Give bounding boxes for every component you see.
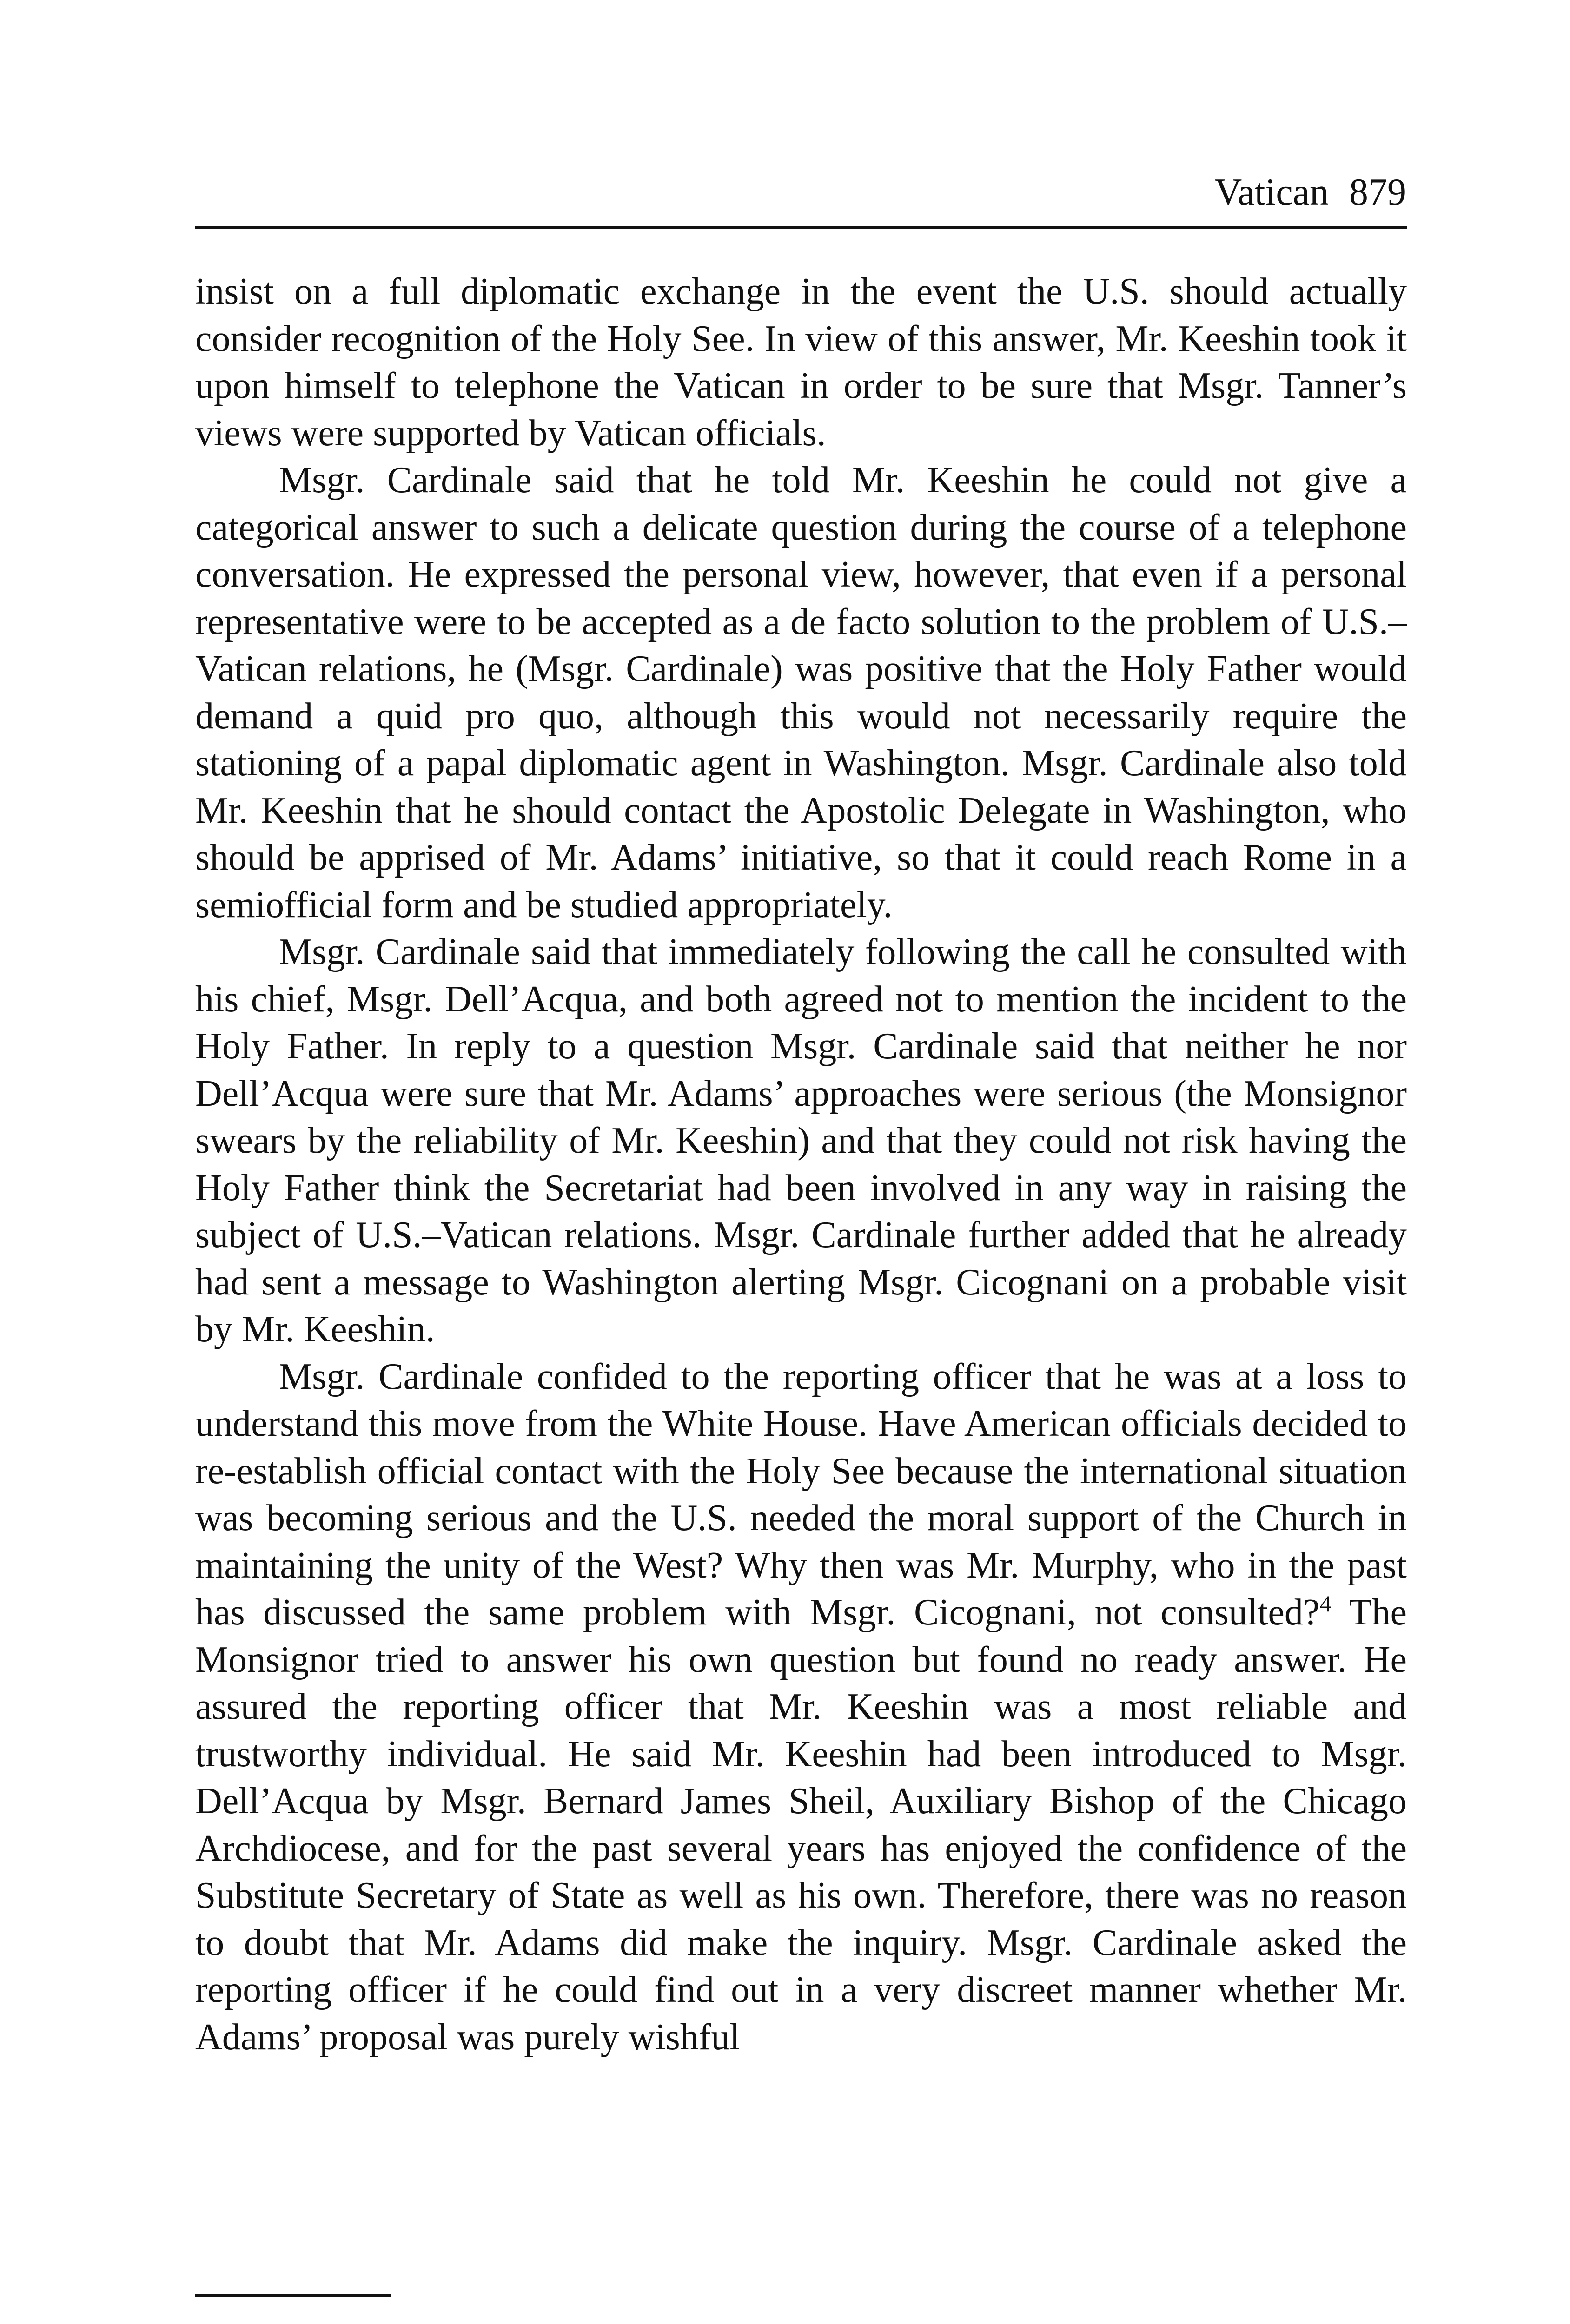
running-head-title: Vatican xyxy=(1214,171,1329,213)
page-number: 879 xyxy=(1349,171,1406,213)
paragraph-1: insist on a full diplomatic exchange in the event the U.S. should actually consider recognition of the Holy See. In view of this answer, Mr. Keeshin took it upon himself to telephone the Vatican in order to be sure that Msgr. Tanner’s views were supported by Vatican officials. xyxy=(195,271,1407,454)
paragraph-3: Msgr. Cardinale said that immediately following the call he consulted with his chief, Msgr. Dell’Acqua, and both agreed not to mention the incident to the Holy Father. In reply to a question Msgr. Cardinale said that neither he nor Dell’Acqua were sure that Mr. Adams’ approaches were serious (the Monsignor swears by the reliability of Mr. Keeshin) and that they could not risk having the Holy Father think the Secretariat had been involved in any way in raising the subject of U.S.–Vatican relations. Msgr. Cardinale further added that he already had sent a message to Washington alerting Msgr. Cicognani on a probable visit by Mr. Keeshin. xyxy=(195,931,1407,1350)
body-text xyxy=(195,268,1407,2061)
paragraph-2: Msgr. Cardinale said that he told Mr. Keeshin he could not give a categorical answer to such a delicate question during the course of a telephone conversation. He expressed the personal view, however, that even if a personal representative were to be accepted as a de facto solution to the problem of U.S.–Vatican relations, he (Msgr. Cardinale) was positive that the Holy Father would demand a quid pro quo, although this would not necessarily require the stationing of a papal diplomatic agent in Washington. Msgr. Cardinale also told Mr. Keeshin that he should contact the Apostolic Delegate in Washington, who should be apprised of Mr. Adams’ initiative, so that it could reach Rome in a semiofficial form and be studied appropriately. xyxy=(195,460,1407,925)
header-rule xyxy=(195,226,1407,229)
paragraph-4 xyxy=(195,1353,1407,2061)
paragraph-4-text-before-ref: Msgr. Cardinale confided to the reporting officer that he was at a loss to understand this move from the White House. Have American officials decided to re-establish official contact with the Holy See because the international situation was becoming serious and the U.S. needed the moral support of the Church in maintaining the unity of the West? Why then was Mr. Murphy, who in the past has discussed the same problem with Msgr. Cicognani, not consulted? xyxy=(195,1356,1407,1633)
footnote-rule xyxy=(195,2294,391,2297)
running-head xyxy=(1214,173,1406,211)
paragraph-4-text-after-ref: The Monsignor tried to answer his own question but found no ready answer. He assured the reporting officer that Mr. Keeshin was a most reliable and trustworthy individual. He said Mr. Keeshin had been introduced to Msgr. Dell’Acqua by Msgr. Bernard James Sheil, Auxiliary Bishop of the Chicago Archdiocese, and for the past several years has enjoyed the confidence of the Substitute Secretary of State as well as his own. Therefore, there was no reason to doubt that Mr. Adams did make the inquiry. Msgr. Cardinale asked the reporting officer if he could find out in a very discreet manner whether Mr. Adams’ proposal was purely wishful xyxy=(195,1592,1407,2058)
footnote-reference: 4 xyxy=(1319,1591,1332,1617)
